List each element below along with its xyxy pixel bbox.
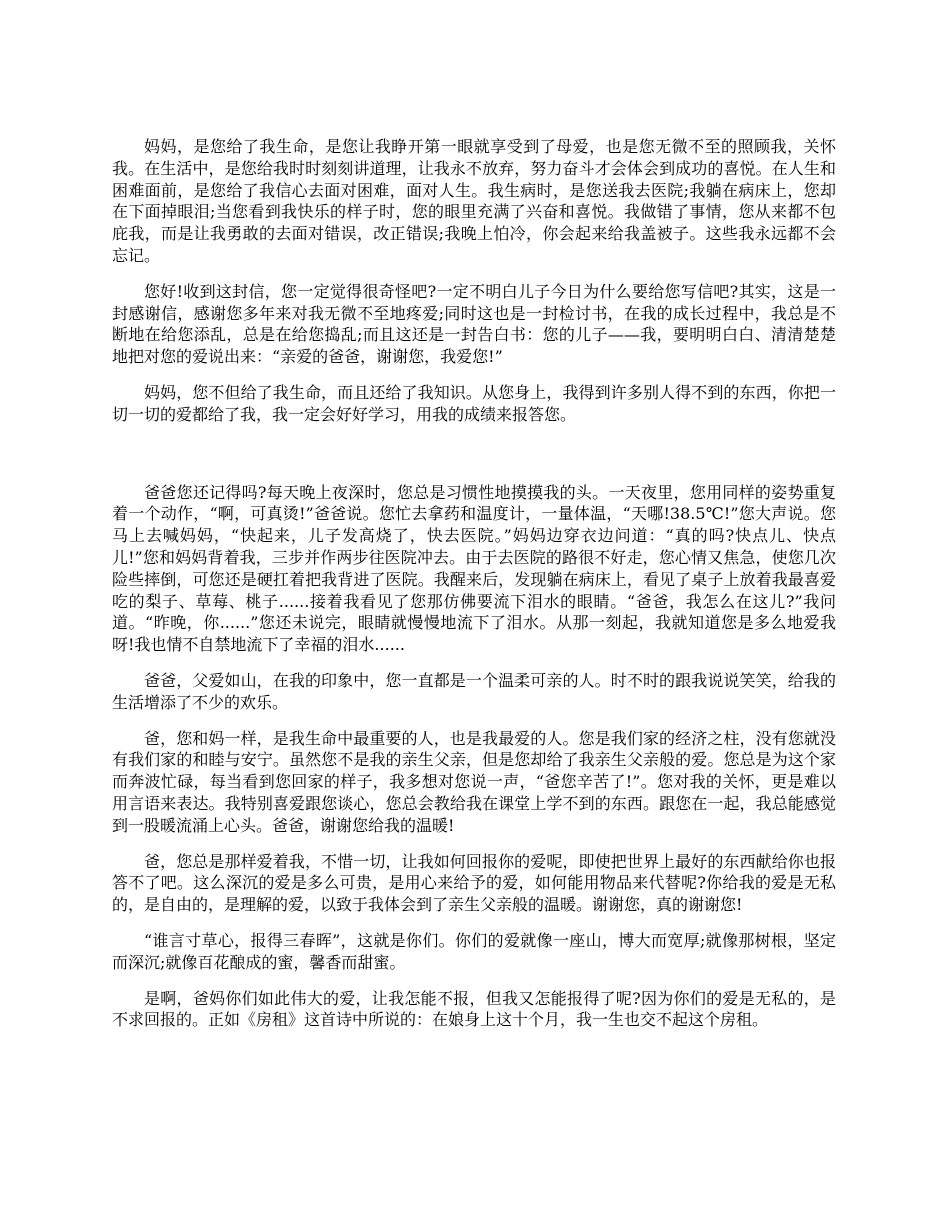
paragraph: “谁言寸草心，报得三春晖”，这就是你们。你们的爱就像一座山，博大而宽厚;就像那树根，坚定而深沉;就像百花酿成的蜜，馨香而甜蜜。 bbox=[112, 930, 836, 972]
paragraph: 您好!收到这封信，您一定觉得很奇怪吧?一定不明白儿子今日为什么要给您写信吧?其实，这是一封感谢信，感谢您多年来对我无微不至地疼爱;同时这也是一封检讨书，在我的成长过程中，我总是不断地在给您添乱，总是在给您捣乱;而且这还是一封告白书：您的儿子——我，要明明白白、清清楚楚地把对您的爱说出来：“亲爱的爸爸，谢谢您，我爱您!” bbox=[112, 281, 836, 367]
paragraph: 爸，您总是那样爱着我，不惜一切，让我如何回报你的爱呢，即使把世界上最好的东西献给你也报答不了吧。这么深沉的爱是多么可贵，是用心来给予的爱，如何能用物品来代替呢?你给我的爱是无私的，是自由的，是理解的爱，以致于我体会到了亲生父亲般的温暖。谢谢您，真的谢谢您! bbox=[112, 851, 836, 915]
paragraph: 爸爸您还记得吗?每天晚上夜深时，您总是习惯性地摸摸我的头。一天夜里，您用同样的姿势重复着一个动作，“啊，可真烫!”爸爸说。您忙去拿药和温度计，一量体温，“天哪!38.5℃!”您大声说。您马上去喊妈妈，“快起来，儿子发高烧了，快去医院。”妈妈边穿衣边问道：“真的吗?快点儿、快点儿!”您和妈妈背着我，三步并作两步往医院冲去。由于去医院的路很不好走，您心情又焦急，使您几次险些摔倒，可您还是硬扛着把我背进了医院。我醒来后，发现躺在病床上，看见了桌子上放着我最喜爱吃的梨子、草莓、桃子......接着我看见了您那仿佛要流下泪水的眼睛。“爸爸，我怎么在这儿?”我问道。“昨晚，你......”您还未说完，眼睛就慢慢地流下了泪水。从那一刻起，我就知道您是多么地爱我呀!我也情不自禁地流下了幸福的泪水...... bbox=[112, 482, 836, 655]
paragraph: 妈妈，您不但给了我生命，而且还给了我知识。从您身上，我得到许多别人得不到的东西，你把一切一切的爱都给了我，我一定会好好学习，用我的成绩来报答您。 bbox=[112, 382, 836, 424]
paragraph: 妈妈，是您给了我生命，是您让我睁开第一眼就享受到了母爱，也是您无微不至的照顾我，关怀我。在生活中，是您给我时时刻刻讲道理，让我永不放弃，努力奋斗才会体会到成功的喜悦。在人生和困难面前，是您给了我信心去面对困难，面对人生。我生病时，是您送我去医院;我躺在病床上，您却在下面掉眼泪;当您看到我快乐的样子时，您的眼里充满了兴奋和喜悦。我做错了事情，您从来都不包庇我，而是让我勇敢的去面对错误，改正错误;我晚上怕冷，你会起来给我盖被子。这些我永远都不会忘记。 bbox=[112, 137, 836, 265]
section-spacer bbox=[112, 440, 836, 482]
paragraph: 爸爸，父爱如山，在我的印象中，您一直都是一个温柔可亲的人。时不时的跟我说说笑笑，给我的生活增添了不少的欢乐。 bbox=[112, 670, 836, 712]
document-page bbox=[112, 136, 836, 1045]
paragraph: 是啊，爸妈你们如此伟大的爱，让我怎能不报，但我又怎能报得了呢?因为你们的爱是无私的，是不求回报的。正如《房租》这首诗中所说的：在娘身上这十个月，我一生也交不起这个房租。 bbox=[112, 988, 836, 1030]
paragraph: 爸，您和妈一样，是我生命中最重要的人，也是我最爱的人。您是我们家的经济之柱，没有您就没有我们家的和睦与安宁。虽然您不是我的亲生父亲，但是您却给了我亲生父亲般的爱。您总是为这个家而奔波忙碌，每当看到您回家的样子，我多想对您说一声，“爸您辛苦了!”。您对我的关怀，更是难以用言语来表达。我特别喜爱跟您谈心，您总会教给我在课堂上学不到的东西。跟您在一起，我总能感觉到一股暖流涌上心头。爸爸，谢谢您给我的温暖! bbox=[112, 728, 836, 835]
